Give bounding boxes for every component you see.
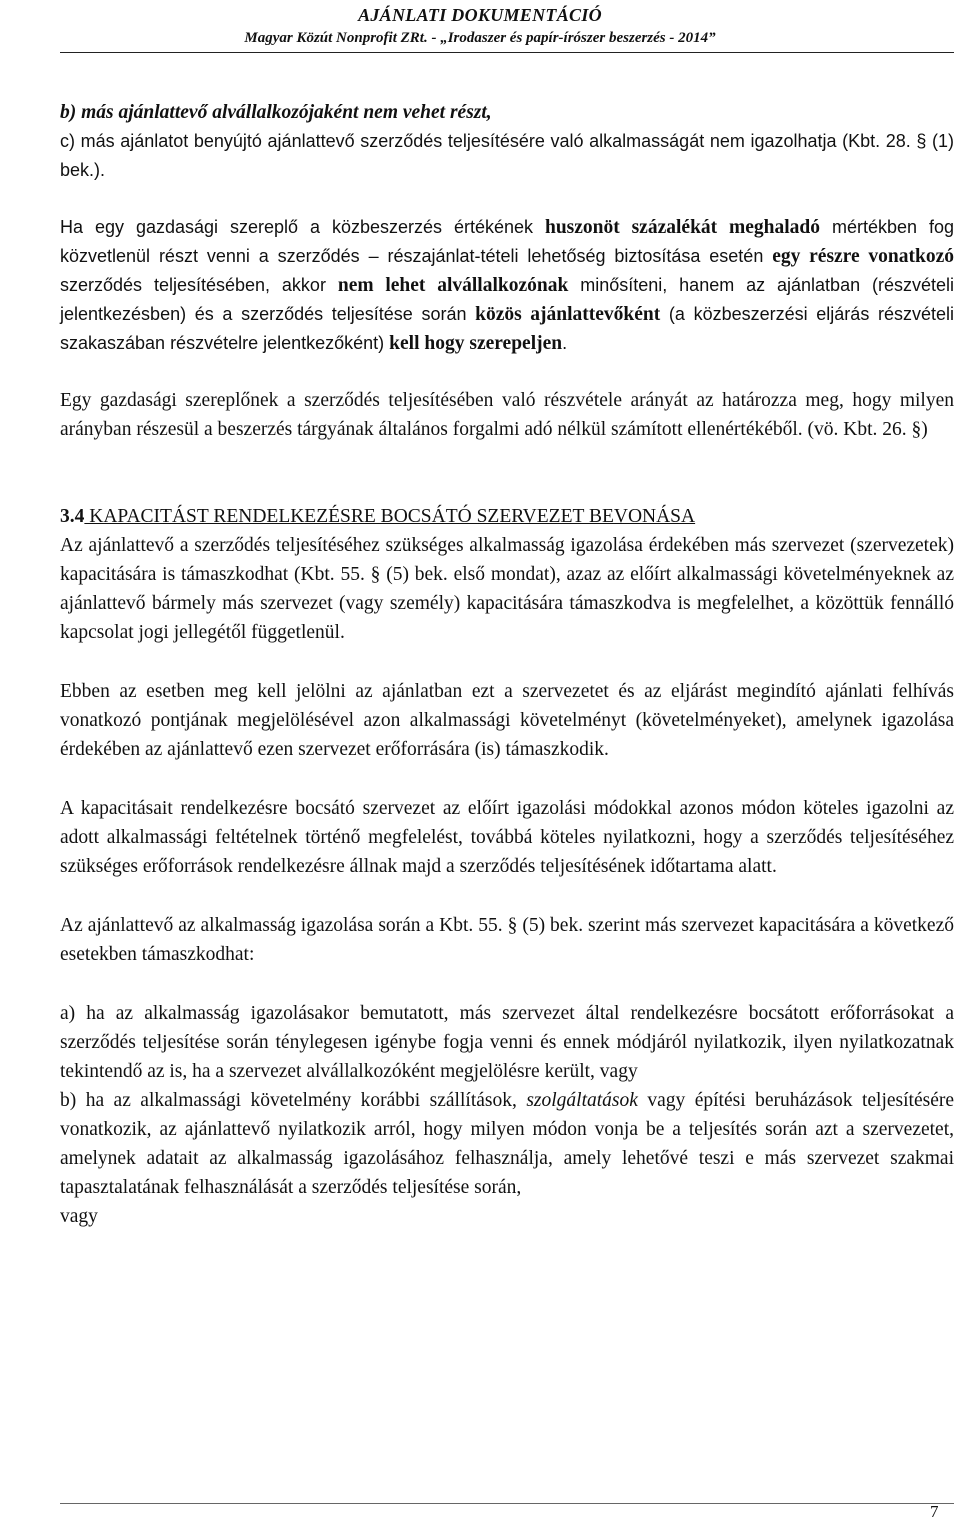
paragraph-indicate: Ebben az esetben meg kell jelölni az ajánlatban ezt a szervezetet és az eljárást megindító ajánlati felhívás vonatkozó pontjának megjelölésével azon alkalmassági követelményt (követelményeket), amelynek igazolása érdekében az ajánlattevő ezen szervezet erőforrására (is) támaszkodik. (60, 681, 954, 760)
section-title: KAPACITÁST RENDELKEZÉSRE BOCSÁTÓ SZERVEZET BEVONÁSA (84, 506, 696, 527)
item-c: c) más ajánlatot benyújtó ajánlattevő szerződés teljesítésére való alkalmasságát nem igazolhatja (Kbt. 28. § (1) bek.). (60, 131, 954, 180)
footer-divider (60, 1503, 954, 1504)
paragraph-cases-intro: Az ajánlattevő az alkalmasság igazolása során a Kbt. 55. § (5) bek. szerint más szervezet kapacitására a következő esetekben támaszkodhat: (60, 915, 954, 965)
paragraph-prove: A kapacitásait rendelkezésre bocsátó szervezet az előírt igazolási módokkal azonos módon köteles igazolni az adott alkalmassági feltételnek történő megfelelést, továbbá köteles nyilatkozni, hogy a szerződés teljesítéséhez szükséges erőforrások rendelkezésre állnak majd a szerződés teljesítésének időtartama alatt. (60, 798, 954, 877)
document-subtitle: Magyar Közút Nonprofit ZRt. - „Irodaszer és papír-írószer beszerzés - 2014” (244, 30, 716, 46)
paragraph-capacity: Az ajánlattevő a szerződés teljesítéséhez szükséges alkalmasság igazolása érdekében más szervezet (szervezetek) kapacitására is támaszkodhat (Kbt. 55. § (5) bek. első mondat), azaz az előírt alkalmassági követelményeknek az ajánlattevő bármely más szervezet (vagy személy) kapacitására támaszkodva is megfelelhet, a közöttük fennálló kapcsolat jogi jellegétől függetlenül. (60, 535, 954, 643)
document-body (60, 98, 954, 1231)
case-a: a) ha az alkalmasság igazolásakor bemutatott, más szervezet által rendelkezésre bocsátott erőforrásokat a szerződés teljesítése során ténylegesen igénybe fogja venni és ennek módjáról nyilatkozik, ilyen nyilatkozatnak tekintendő az is, ha a szervezet alvállalkozóként megjelölésre került, vagy (60, 1003, 954, 1082)
case-or: vagy (60, 1206, 98, 1227)
header-divider (60, 52, 954, 53)
page-number: 7 (930, 1502, 939, 1521)
page-header (0, 2, 960, 48)
document-title: AJÁNLATI DOKUMENTÁCIÓ (358, 5, 602, 25)
section-heading (60, 502, 954, 531)
paragraph-share: Egy gazdasági szereplőnek a szerződés teljesítésében való részvétele arányát az határozza meg, hogy milyen arányban részesül a beszerzés tárgyának általános forgalmi adó nélkül számított ellenértékéből. (vö. Kbt. 26. §) (60, 390, 954, 440)
case-b: b) ha az alkalmassági követelmény korábbi szállítások, szolgáltatások vagy építési beruházások teljesítésére vonatkozik, az ajánlattevő nyilatkozik arról, hogy milyen módon vonja be a teljesítés során azt a szervezetet, amelynek adatait az alkalmasság igazolásához felhasználja, amely lehetővé teszi e más szervezet szakmai tapasztalatának felhasználását a szerződés teljesítése során, (60, 1090, 955, 1198)
section-number: 3.4 (60, 506, 85, 527)
paragraph-threshold: Ha egy gazdasági szereplő a közbeszerzés értékének huszonöt százalékát meghaladó mértékben fog közvetlenül részt venni a szerződés – részajánlat-tételi lehetőség biztosítása esetén egy részre vonatkozó szerződés teljesítésében, akkor nem lehet alvállalkozónak minősíteni, hanem az ajánlatban (részvételi jelentkezésben) és a szerződés teljesítése során közös ajánlattevőként (a közbeszerzési eljárás részvételi szakaszában részvételre jelentkezőként) kell hogy szerepeljen. (60, 217, 955, 354)
item-b: b) más ajánlattevő alvállalkozójaként nem vehet részt, (60, 102, 492, 123)
